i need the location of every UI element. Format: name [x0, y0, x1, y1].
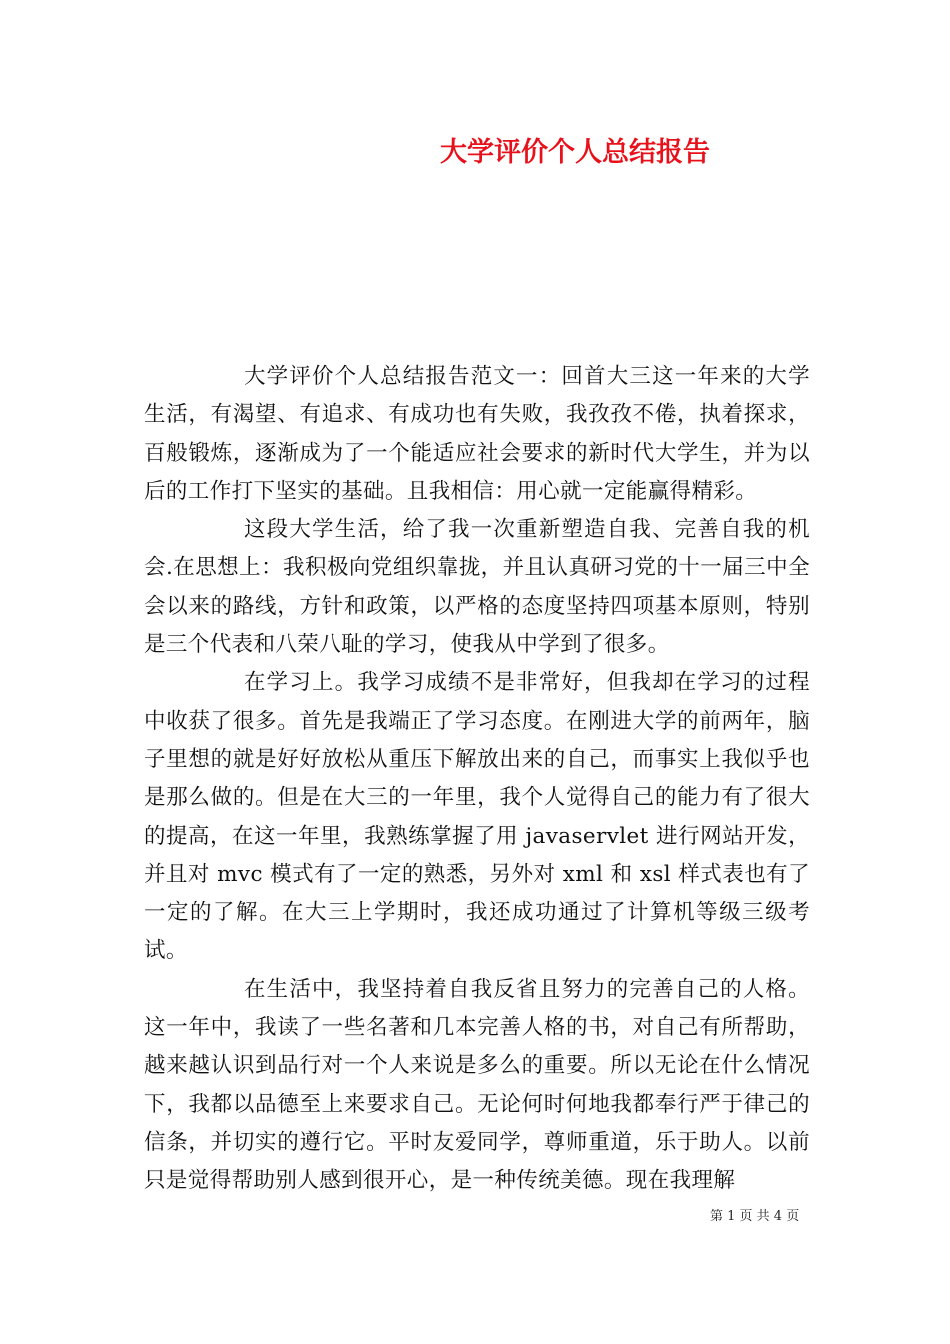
paragraph-3: 在学习上。我学习成绩不是非常好，但我却在学习的过程中收获了很多。首先是我端正了学习态度。在刚进大学的前两年，脑子里想的就是好好放松从重压下解放出来的自己，而事实上我似乎也是那么做的。但是在大三的一年里，我个人觉得自己的能力有了很大的提高，在这一年里，我熟练掌握了用 javaservlet 进行网站开发，并且对 mvc 模式有了一定的熟悉，另外对 xml 和 xsl 样式表也有了一定的了解。在大三上学期时，我还成功通过了计算机等级三级考试。 [144, 670, 810, 964]
paragraph-1: 大学评价个人总结报告范文一：回首大三这一年来的大学生活，有渴望、有追求、有成功也有失败，我孜孜不倦，执着探求，百般锻炼，逐渐成为了一个能适应社会要求的新时代大学生，并为以后的工作打下坚实的基础。且我相信：用心就一定能赢得精彩。 [144, 364, 810, 504]
page-number-footer: 第 1 页 共 4 页 [710, 1209, 800, 1224]
document-title: 大学评价个人总结报告 [440, 137, 710, 168]
document-body [144, 358, 810, 1201]
paragraph-2: 这段大学生活，给了我一次重新塑造自我、完善自我的机会.在思想上：我积极向党组织靠拢，并且认真研习党的十一届三中全会以来的路线，方针和政策，以严格的态度坚持四项基本原则，特别是三个代表和八荣八耻的学习，使我从中学到了很多。 [144, 517, 810, 658]
paragraph-4: 在生活中，我坚持着自我反省且努力的完善自己的人格。这一年中，我读了一些名著和几本完善人格的书，对自己有所帮助，越来越认识到品行对一个人来说是多么的重要。所以无论在什么情况下，我都以品德至上来要求自己。无论何时何地我都奉行严于律己的信条，并切实的遵行它。平时友爱同学，尊师重道，乐于助人。以前只是觉得帮助别人感到很开心，是一种传统美德。现在我理解 [144, 976, 810, 1194]
